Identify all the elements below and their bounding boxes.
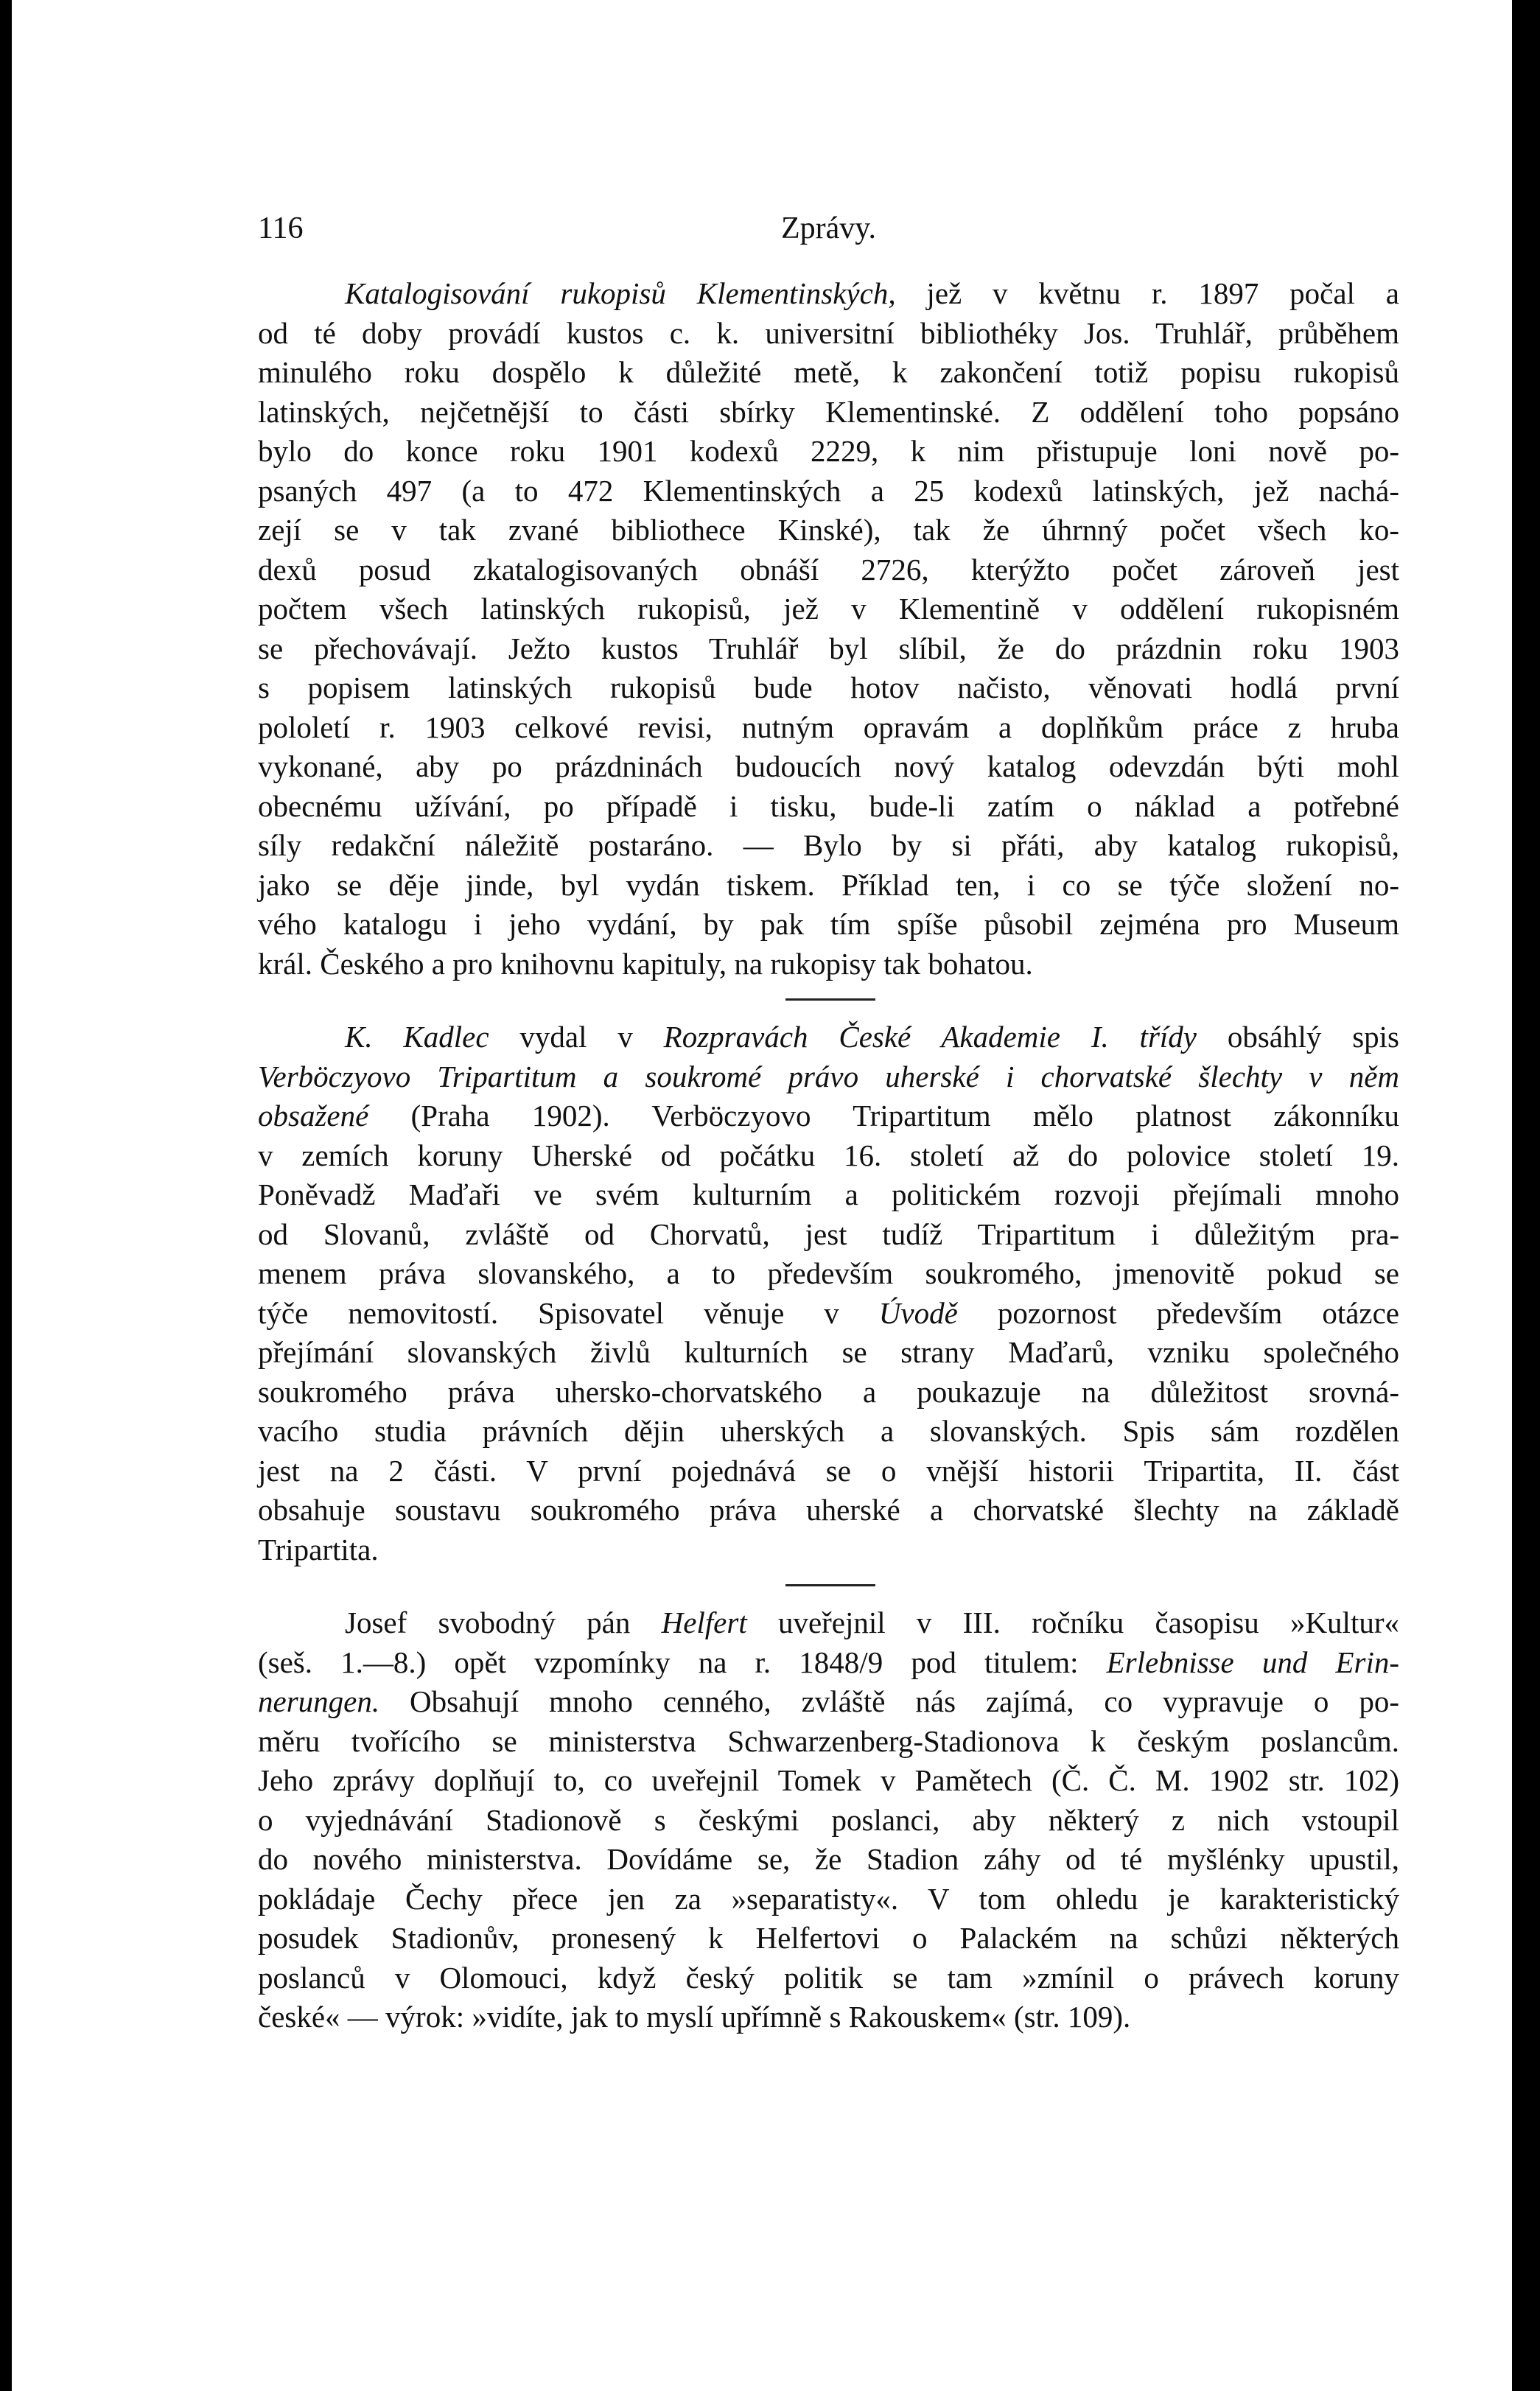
text-run: pololetí r. 1903 celkové revisi, nutným opravám a doplňkům práce z hruba <box>258 710 1399 744</box>
text-run: zejí se v tak zvané bibliothece Kinské), tak že úhrnný počet všech ko- <box>258 513 1399 547</box>
text-run: týče nemovitostí. Spisovatel věnuje v <box>258 1295 879 1330</box>
text-run: měru tvořícího se ministerstva Schwarzenberg-Stadionova k českým poslancům. <box>258 1723 1399 1758</box>
text-line <box>258 274 1399 314</box>
paragraph <box>258 1603 1399 2037</box>
text-line <box>258 668 1399 708</box>
text-run: se přechovávají. Ježto kustos Truhlář byl slíbil, že do prázdnin roku 1903 <box>258 631 1399 665</box>
italic-title: Rozpravách České Akademie I. třídy <box>663 1020 1197 1054</box>
page-number: 116 <box>258 211 304 245</box>
text-line <box>258 1491 1399 1530</box>
text-run: obsahuje soustavu soukromého práva uherské a chorvatské šlechty na základě <box>258 1493 1399 1527</box>
text-run: počtem všech latinských rukopisů, jež v Klementině v oddělení rukopisném <box>258 592 1399 626</box>
text-run: české« — výrok: »vidíte, jak to myslí upřímně s Rakouskem« (str. 109). <box>258 2000 1131 2034</box>
text-line <box>258 393 1399 433</box>
text-line <box>258 432 1399 472</box>
text-run: (Praha 1902). Verböczyovo Tripartitum mělo platnost zákonníku <box>368 1099 1399 1133</box>
text-run: posudek Stadionův, pronesený k Helfertovi o Palackém na schůzi některých <box>258 1921 1399 1955</box>
text-line <box>258 1530 1399 1570</box>
text-run: pozornost především otázce <box>957 1295 1399 1330</box>
text-line <box>258 550 1399 590</box>
text-run: Tripartita. <box>258 1532 379 1566</box>
text-line <box>258 945 1399 984</box>
text-run: Josef svobodný pán <box>345 1606 662 1639</box>
text-run: o vyjednávání Stadionově s českými poslanci, aby některý z nich vstoupil <box>258 1802 1399 1837</box>
text-run: dexů posud zkatalogisovaných obnáší 2726, kterýžto počet zároveň jest <box>258 552 1399 587</box>
italic-title: Erlebnisse und Erin- <box>1106 1645 1399 1679</box>
section-separator <box>258 994 1399 1018</box>
text-line <box>258 1761 1399 1801</box>
text-run: s popisem latinských rukopisů bude hotov načisto, věnovati hodlá první <box>258 671 1399 704</box>
text-line <box>258 472 1399 511</box>
text-line <box>258 314 1399 354</box>
text-run: psaných 497 (a to 472 Klementinských a 25 kodexů latinských, jež nachá- <box>258 473 1399 508</box>
text-run: obsáhlý spis <box>1197 1020 1400 1054</box>
text-line <box>258 353 1399 393</box>
text-run: Poněvadž Maďaři ve svém kulturním a politickém rozvoji přejímali mnoho <box>258 1177 1399 1211</box>
text-run: menem práva slovanského, a to především soukromého, jmenovitě pokud se <box>258 1256 1399 1290</box>
text-run: latinských, nejčetnější to části sbírky Klementinské. Z oddělení toho popsáno <box>258 394 1399 429</box>
text-run: uveřejnil v III. ročníku časopisu »Kultur« <box>746 1606 1399 1639</box>
text-line <box>258 629 1399 669</box>
text-line <box>258 1452 1399 1491</box>
article-body <box>258 274 1399 2037</box>
text-line <box>258 1057 1399 1097</box>
text-run: do nového ministerstva. Dovídáme se, že Stadion záhy od té myšlénky upustil, <box>258 1842 1399 1876</box>
text-run: jest na 2 části. V první pojednává se o vnější historii Tripartita, II. část <box>258 1453 1399 1488</box>
text-line <box>258 1254 1399 1294</box>
text-run: Jeho zprávy doplňují to, co uveřejnil Tomek v Pamětech (Č. Č. M. 1902 str. 102) <box>258 1763 1399 1797</box>
separator-gap <box>258 1569 1399 1580</box>
italic-title: Verböczyovo Tripartitum a soukromé právo uherské i chorvatské šlechty v něm <box>258 1059 1399 1093</box>
text-run: vacího studia právních dějin uherských a slovanských. Spis sám rozdělen <box>258 1414 1399 1448</box>
text-run: pokládaje Čechy přece jen za »separatisty«. V tom ohledu je karakteristický <box>258 1881 1399 1916</box>
italic-title: Helfert <box>661 1606 747 1639</box>
italic-title: nerungen. <box>258 1684 380 1718</box>
text-line <box>258 1880 1399 1919</box>
text-run: obecnému užívání, po případě i tisku, bude-li zatím o náklad a potřebné <box>258 788 1399 823</box>
running-title: Zprávy. <box>780 211 877 245</box>
text-line <box>258 1998 1399 2037</box>
text-line <box>258 1643 1399 1683</box>
text-run: vydal v <box>489 1020 664 1054</box>
text-run: král. Českého a pro knihovnu kapituly, na rukopisy tak bohatou. <box>258 946 1033 981</box>
text-line <box>258 826 1399 866</box>
italic-title: K. Kadlec <box>345 1020 489 1054</box>
text-line <box>258 1018 1399 1057</box>
text-line <box>258 1175 1399 1215</box>
text-line <box>258 589 1399 629</box>
text-line <box>258 511 1399 550</box>
text-line <box>258 866 1399 906</box>
text-line <box>258 708 1399 748</box>
text-run: v zemích koruny Uherské od počátku 16. století až do polovice století 19. <box>258 1138 1399 1172</box>
scan-border <box>1512 0 1540 2391</box>
text-run: vého katalogu i jeho vydání, by pak tím spíše působil zejména pro Museum <box>258 907 1399 941</box>
text-run: od té doby provádí kustos c. k. universitní bibliothéky Jos. Truhlář, průběhem <box>258 315 1399 350</box>
text-run: poslanců v Olomouci, když český politik se tam »zmínil o právech koruny <box>258 1960 1399 1995</box>
text-line <box>258 787 1399 827</box>
text-line <box>258 1603 1399 1643</box>
text-line <box>258 1096 1399 1136</box>
text-run: od Slovanů, zvláště od Chorvatů, jest tudíž Tripartitum i důležitým pra- <box>258 1216 1399 1251</box>
page-header <box>258 211 1399 255</box>
text-line <box>258 1136 1399 1176</box>
scanned-page <box>12 0 1512 2391</box>
text-run: jako se děje jinde, byl vydán tiskem. Příklad ten, i co se týče složení no- <box>258 867 1399 902</box>
text-line <box>258 1958 1399 1998</box>
paragraph <box>258 1018 1399 1569</box>
text-run: bylo do konce roku 1901 kodexů 2229, k nim přistupuje loni nově po- <box>258 434 1399 468</box>
text-line <box>258 1333 1399 1373</box>
paragraph <box>258 274 1399 984</box>
italic-title: Úvodě <box>878 1295 958 1330</box>
text-run: soukromého práva uhersko-chorvatského a poukazuje na důležitost srovná- <box>258 1374 1399 1409</box>
text-line <box>258 905 1399 945</box>
text-line <box>258 1215 1399 1255</box>
text-line <box>258 1801 1399 1841</box>
text-run: síly redakční náležitě postaráno. — Bylo by si přáti, aby katalog rukopisů, <box>258 828 1399 862</box>
text-line <box>258 1722 1399 1762</box>
text-run: přejímání slovanských živlů kulturních se strany Maďarů, vzniku společného <box>258 1335 1399 1369</box>
text-line <box>258 747 1399 787</box>
text-line <box>258 1294 1399 1334</box>
italic-title: obsažené <box>258 1099 369 1133</box>
text-run: Obsahují mnoho cenného, zvláště nás zajímá, co vypravuje o po- <box>379 1684 1399 1718</box>
text-line <box>258 1412 1399 1452</box>
text-run: minulého roku dospělo k důležité metě, k zakončení totiž popisu rukopisů <box>258 355 1399 389</box>
italic-title: Katalogisování rukopisů Klementinských, <box>345 276 896 310</box>
text-line <box>258 1840 1399 1880</box>
text-run: jež v květnu r. 1897 počal a <box>895 276 1399 310</box>
text-line <box>258 1919 1399 1958</box>
text-line <box>258 1682 1399 1722</box>
separator-gap <box>258 984 1399 994</box>
text-line <box>258 1373 1399 1412</box>
text-run: (seš. 1.—8.) opět vzpomínky na r. 1848/9 pod titulem: <box>258 1645 1107 1679</box>
text-run: vykonané, aby po prázdninách budoucích nový katalog odevzdán býti mohl <box>258 749 1399 783</box>
section-separator <box>258 1580 1399 1603</box>
